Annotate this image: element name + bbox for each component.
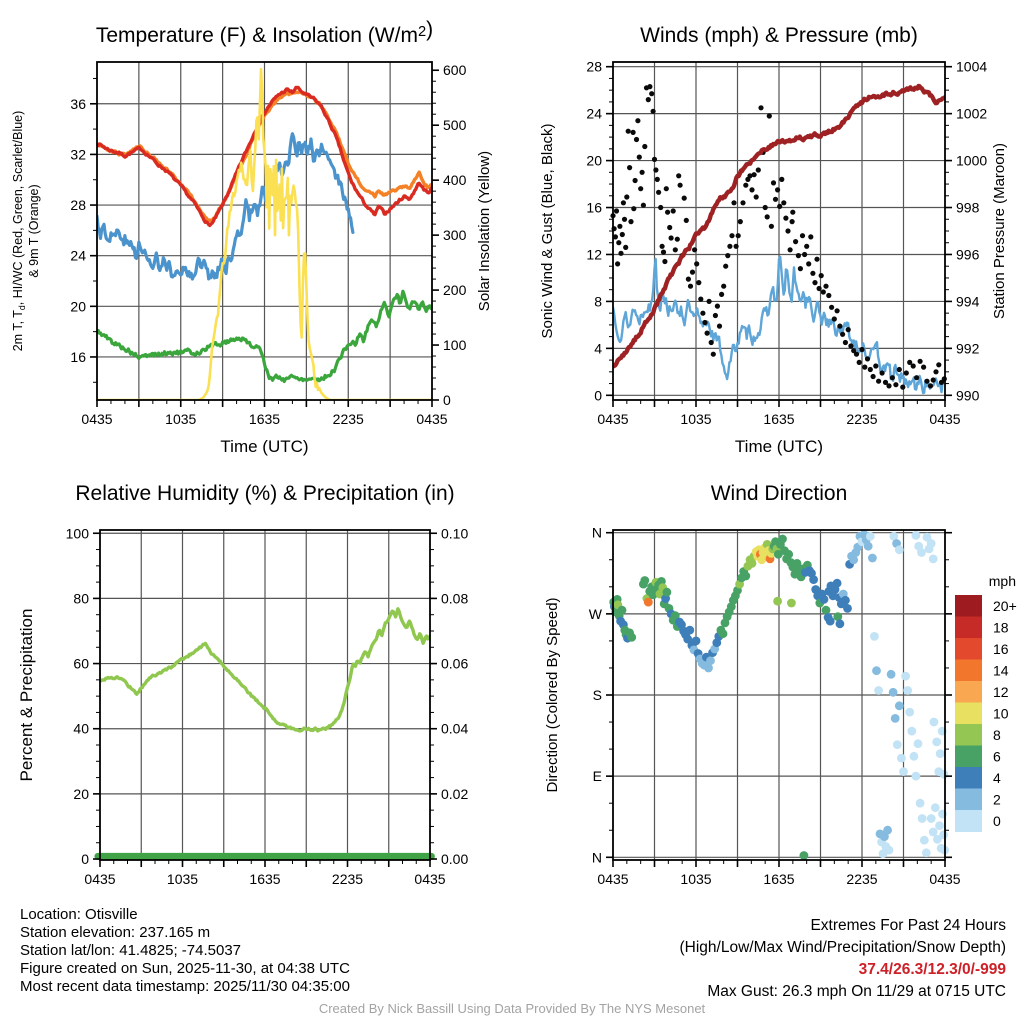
svg-text:Direction (Colored By Speed): Direction (Colored By Speed) xyxy=(544,597,561,793)
svg-text:2m T, Td​, HI/WC (Red, Green,: 2m T, $T_d$, HI/WC (Red, Green, Scarlet/Blue) xyxy=(11,110,27,352)
svg-text:2235: 2235 xyxy=(846,411,878,427)
svg-text:0: 0 xyxy=(594,387,602,404)
svg-text:28: 28 xyxy=(70,197,86,214)
extremes-title: Extremes For Past 24 Hours xyxy=(810,917,1006,934)
svg-text:14: 14 xyxy=(993,662,1009,679)
svg-text:16: 16 xyxy=(70,348,86,365)
figure-created: Figure created on Sun, 2025-11-30, at 04:38 UTC xyxy=(20,960,350,977)
credit-line: Created By Nick Bassill Using Data Provided By The NYS Mesonet xyxy=(318,1001,706,1016)
svg-text:1000: 1000 xyxy=(956,152,988,169)
station-latlon: Station lat/lon: 41.4825; -74.5037 xyxy=(20,942,242,959)
svg-text:Sonic Wind & Gust (Blue, Black: Sonic Wind & Gust (Blue, Black) xyxy=(539,123,556,339)
svg-text:600: 600 xyxy=(443,62,467,79)
speed-colorbar xyxy=(955,573,1017,832)
svg-text:20: 20 xyxy=(586,152,602,169)
svg-text:990: 990 xyxy=(956,387,980,404)
svg-text:4: 4 xyxy=(993,769,1001,786)
svg-text:0435: 0435 xyxy=(81,411,113,427)
svg-text:0435: 0435 xyxy=(597,411,629,427)
station-elevation: Station elevation: 237.165 m xyxy=(20,924,211,941)
svg-text:Temperature (F) & Insolation (: Temperature (F) & Insolation $(W/m^2)$ xyxy=(95,18,434,47)
svg-text:0.08: 0.08 xyxy=(441,590,469,607)
svg-text:1635: 1635 xyxy=(763,411,795,427)
svg-text:W: W xyxy=(588,605,602,622)
svg-text:992: 992 xyxy=(956,340,980,357)
svg-text:Time (UTC): Time (UTC) xyxy=(734,437,824,456)
svg-text:1635: 1635 xyxy=(763,871,795,887)
svg-text:500: 500 xyxy=(443,117,467,134)
svg-text:2235: 2235 xyxy=(846,871,878,887)
svg-text:0.10: 0.10 xyxy=(441,525,469,542)
svg-text:12: 12 xyxy=(993,683,1009,700)
svg-text:300: 300 xyxy=(443,227,467,244)
svg-text:mph: mph xyxy=(988,573,1016,589)
svg-text:Relative Humidity (%) & Precip: Relative Humidity (%) & Precipitation (in) xyxy=(75,482,455,505)
svg-text:6: 6 xyxy=(993,748,1001,765)
svg-text:1635: 1635 xyxy=(248,411,281,427)
svg-text:16: 16 xyxy=(586,199,602,216)
svg-text:0.06: 0.06 xyxy=(441,655,469,672)
svg-text:996: 996 xyxy=(956,246,980,263)
svg-text:994: 994 xyxy=(956,293,980,310)
svg-text:0.02: 0.02 xyxy=(441,785,469,802)
svg-text:100: 100 xyxy=(443,337,467,354)
svg-text:36: 36 xyxy=(70,95,86,112)
svg-text:12: 12 xyxy=(586,246,602,263)
svg-text:80: 80 xyxy=(73,590,89,607)
svg-text:8: 8 xyxy=(594,293,602,310)
svg-text:1002: 1002 xyxy=(956,105,988,122)
svg-text:S: S xyxy=(592,687,602,703)
svg-text:0.04: 0.04 xyxy=(441,720,469,737)
svg-text:0435: 0435 xyxy=(597,871,629,887)
svg-text:1004: 1004 xyxy=(956,58,988,75)
svg-text:1635: 1635 xyxy=(249,871,281,887)
humidity-precip-chart xyxy=(0,470,512,900)
svg-text:60: 60 xyxy=(73,655,89,672)
station-info xyxy=(20,906,350,996)
winds-pressure-chart xyxy=(512,0,1024,470)
svg-text:Percent & Precipitation: Percent & Precipitation xyxy=(17,608,36,782)
max-gust: Max Gust: 26.3 mph On 11/29 at 0715 UTC xyxy=(707,983,1006,1000)
svg-text:Winds (mph) & Pressure (mb): Winds (mph) & Pressure (mb) xyxy=(640,24,918,47)
svg-text:Wind Direction: Wind Direction xyxy=(710,482,848,505)
svg-text:N: N xyxy=(591,849,602,866)
data-timestamp: Most recent data timestamp: 2025/11/30 04:35:00 xyxy=(20,978,350,995)
svg-text:32: 32 xyxy=(70,146,86,163)
svg-text:1035: 1035 xyxy=(680,411,712,427)
station-location: Location: Otisville xyxy=(20,906,138,923)
svg-text:0: 0 xyxy=(993,812,1001,829)
svg-text:0435: 0435 xyxy=(84,871,116,887)
svg-text:998: 998 xyxy=(956,199,980,216)
extremes-values: 37.4/26.3/12.3/0/-999 xyxy=(858,961,1006,978)
svg-text:400: 400 xyxy=(443,172,467,189)
svg-text:& 9m T (Orange): & 9m T (Orange) xyxy=(27,184,41,278)
svg-text:28: 28 xyxy=(586,58,602,75)
extremes-subtitle: (High/Low/Max Wind/Precipitation/Snow Depth) xyxy=(679,939,1006,956)
svg-text:2: 2 xyxy=(993,791,1001,808)
svg-text:Station Pressure (Maroon): Station Pressure (Maroon) xyxy=(991,143,1008,319)
svg-text:2235: 2235 xyxy=(331,871,364,887)
svg-text:40: 40 xyxy=(73,720,89,737)
svg-text:18: 18 xyxy=(993,619,1009,636)
svg-text:20: 20 xyxy=(73,785,89,802)
svg-text:0435: 0435 xyxy=(414,871,446,887)
svg-text:0435: 0435 xyxy=(929,871,961,887)
svg-text:10: 10 xyxy=(993,705,1009,722)
svg-text:0: 0 xyxy=(443,392,451,408)
temperature-insolation-chart xyxy=(0,0,512,470)
svg-text:2235: 2235 xyxy=(332,411,364,427)
svg-text:1035: 1035 xyxy=(165,411,197,427)
extremes-block xyxy=(680,915,1007,1003)
svg-text:100: 100 xyxy=(65,525,89,542)
svg-text:E: E xyxy=(592,768,602,785)
svg-text:8: 8 xyxy=(993,726,1001,743)
wind-direction-chart xyxy=(512,470,1024,900)
svg-text:1035: 1035 xyxy=(166,871,199,887)
svg-text:200: 200 xyxy=(443,282,467,299)
svg-text:Time (UTC): Time (UTC) xyxy=(220,437,309,456)
svg-text:0435: 0435 xyxy=(416,411,448,427)
svg-text:0.00: 0.00 xyxy=(441,851,469,868)
svg-text:1035: 1035 xyxy=(680,871,712,887)
svg-text:N: N xyxy=(591,524,602,541)
svg-text:20: 20 xyxy=(70,298,86,315)
svg-text:Solar Insolation (Yellow): Solar Insolation (Yellow) xyxy=(476,150,493,312)
svg-text:24: 24 xyxy=(586,105,602,122)
svg-text:4: 4 xyxy=(594,340,602,357)
svg-text:24: 24 xyxy=(70,247,86,264)
svg-text:0: 0 xyxy=(81,851,89,868)
svg-text:16: 16 xyxy=(993,640,1009,657)
svg-text:0435: 0435 xyxy=(929,411,961,427)
svg-text:20+: 20+ xyxy=(993,597,1017,614)
